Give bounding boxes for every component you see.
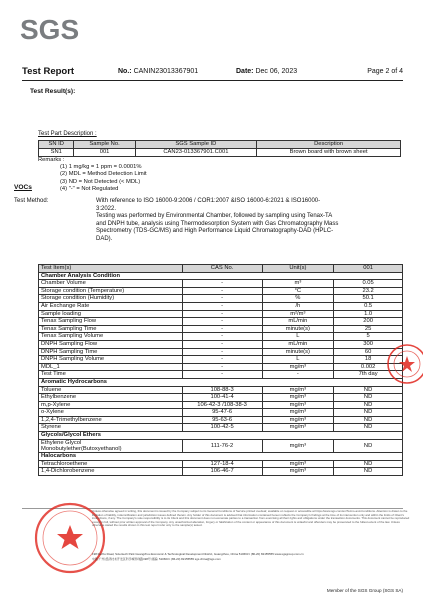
- item-name-cell: Storage condition (Humidity): [39, 295, 183, 303]
- unit-cell: mg/m³: [262, 439, 334, 452]
- item-name-cell: Chamber Volume: [39, 280, 183, 288]
- table-row: [39, 149, 401, 157]
- report-number: No.: CANIN23013367901: [118, 68, 199, 75]
- table-row: [39, 348, 403, 356]
- header-divider: [22, 80, 403, 81]
- group-label: Chamber Analysis Condition: [39, 272, 403, 280]
- result-cell: 5: [334, 333, 403, 341]
- sample-cell: 001: [74, 149, 135, 157]
- result-cell: 18: [334, 356, 403, 364]
- unit-cell: mg/m³: [262, 409, 334, 417]
- item-name-cell: Test Time: [39, 371, 183, 379]
- result-cell: ND: [334, 386, 403, 394]
- result-cell: 60: [334, 348, 403, 356]
- result-cell: 0.002: [334, 363, 403, 371]
- cas-cell: -: [182, 325, 262, 333]
- cas-cell: -: [182, 356, 262, 364]
- unit-cell: minute(s): [262, 325, 334, 333]
- results-table-header: [39, 265, 403, 273]
- group-label: Aromatic Hydrocarbons: [39, 378, 403, 386]
- table-row: [39, 439, 403, 452]
- item-name-cell: MDL_1: [39, 363, 183, 371]
- sample-header-cell: Description: [257, 141, 401, 149]
- results-header-cell: CAS No.: [182, 265, 262, 273]
- unit-cell: -: [262, 371, 334, 379]
- cas-cell: 111-76-2: [182, 439, 262, 452]
- unit-cell: mg/m³: [262, 386, 334, 394]
- unit-cell: mg/m³: [262, 401, 334, 409]
- cas-cell: -: [182, 318, 262, 326]
- report-date: Date: Dec 06, 2023: [236, 68, 298, 75]
- unit-cell: minute(s): [262, 348, 334, 356]
- result-cell: 0.5: [334, 302, 403, 310]
- test-method-text: With reference to ISO 16000-9:2006 / COR1:2007 &ISO 16000-6:2021 & ISO16000- 3:2022. Testing was performed by Environmental Chamber, followed by sampling using Tenax-TA and DNPH tube, analysis using Thermodesorption System with Gas Chromatography Mass Spectrometry (TDS-GC/MS) and High Performance Liquid Chromatography-DAD (HPLC- DAD).: [96, 198, 339, 242]
- item-name-cell: o-Xylene: [39, 409, 183, 417]
- table-row: [39, 333, 403, 341]
- table-row: [39, 386, 403, 394]
- cas-cell: -: [182, 295, 262, 303]
- unit-cell: mg/m³: [262, 460, 334, 468]
- table-row: [39, 287, 403, 295]
- result-cell: ND: [334, 439, 403, 452]
- unit-cell: mg/m³: [262, 416, 334, 424]
- unit-cell: m²/m³: [262, 310, 334, 318]
- group-row: [39, 272, 403, 280]
- disclaimer-text: Unless otherwise agreed in writing, this document is issued by the Company subject to its General Conditions of Service printed overleaf, available on request or accessible at https://www.sgs.com/en/Terms-and-Conditions. Attention is drawn to the limitation of liability, indemnification and jurisdiction issues defined therein. Any holder of this document is advised that information contained hereon reflects the Company's findings at the time of its intervention only and within the limits of Client's instructions, if any. The Company's sole responsibility is to its Client and this document does not exonerate parties to a transaction from exercising all their rights and obligations under the transaction documents. This document cannot be reproduced except in full, without prior written approval of the Company. Any unauthorized alteration, forgery or falsification of the content or appearance of this document is unlawful and offenders may be prosecuted to the fullest extent of the law. Unless otherwise stated the results shown in this test report refer only to the sample(s) tested.: [92, 509, 410, 528]
- item-name-cell: DNPH Sampling Flow: [39, 340, 183, 348]
- results-header-cell: Unit(s): [262, 265, 334, 273]
- result-cell: ND: [334, 409, 403, 417]
- cas-cell: -: [182, 363, 262, 371]
- item-name-cell: m,p-Xylene: [39, 401, 183, 409]
- cas-cell: -: [182, 371, 262, 379]
- table-row: [39, 401, 403, 409]
- table-row: [39, 318, 403, 326]
- cas-cell: 127-18-4: [182, 460, 262, 468]
- item-name-cell: 1,4-Dichlorobenzene: [39, 468, 183, 476]
- results-heading: Test Result(s):: [30, 88, 76, 95]
- testing-stamp-icon: [379, 336, 423, 394]
- group-label: Halocarbons: [39, 453, 403, 461]
- sample-table: [38, 140, 401, 157]
- cas-cell: 106-42-3 /108-38-3: [182, 401, 262, 409]
- item-name-cell: DNPH Sampling Volume: [39, 356, 183, 364]
- unit-cell: mg/m³: [262, 468, 334, 476]
- table-row: [39, 409, 403, 417]
- item-name-cell: Ethylbenzene: [39, 394, 183, 402]
- item-name-cell: Storage condition (Temperature): [39, 287, 183, 295]
- sample-header-cell: SGS Sample ID: [135, 141, 257, 149]
- report-title: Test Report: [22, 66, 75, 77]
- result-cell: ND: [334, 401, 403, 409]
- item-name-cell: Toluene: [39, 386, 183, 394]
- result-cell: ND: [334, 468, 403, 476]
- table-row: [39, 356, 403, 364]
- item-name-cell: Tenax Sampling Time: [39, 325, 183, 333]
- item-name-cell: Sample loading: [39, 310, 183, 318]
- result-cell: 25: [334, 325, 403, 333]
- item-name-line: Monobutylether(Butoxyethanol): [41, 445, 122, 452]
- item-name-cell: Styrene: [39, 424, 183, 432]
- cas-cell: -: [182, 287, 262, 295]
- table-row: [39, 394, 403, 402]
- results-table: [38, 264, 403, 476]
- cas-cell: 95-47-6: [182, 409, 262, 417]
- group-row: [39, 378, 403, 386]
- item-name-cell: Tenax Sampling Flow: [39, 318, 183, 326]
- vocs-heading: VOCs: [14, 184, 32, 191]
- group-row: [39, 453, 403, 461]
- result-cell: 23.2: [334, 287, 403, 295]
- part-heading: Test Part Description :: [38, 131, 97, 137]
- result-cell: ND: [334, 394, 403, 402]
- item-name-cell: [39, 439, 183, 452]
- item-name-cell: Tenax Sampling Volume: [39, 333, 183, 341]
- group-row: [39, 432, 403, 440]
- result-cell: ND: [334, 460, 403, 468]
- result-cell: 0.05: [334, 280, 403, 288]
- sample-header-cell: SN ID: [39, 141, 74, 149]
- item-name-cell: Air Exchange Rate: [39, 302, 183, 310]
- result-cell: 200: [334, 318, 403, 326]
- table-row: [39, 340, 403, 348]
- unit-cell: m³: [262, 280, 334, 288]
- group-label: Glycols/Glycol Ethers: [39, 432, 403, 440]
- cas-cell: 95-63-6: [182, 416, 262, 424]
- result-cell: 7th day: [334, 371, 403, 379]
- sample-cell: Brown board with brown sheet: [257, 149, 401, 157]
- table-row: [39, 302, 403, 310]
- item-name-cell: 1,2,4-Trimethylbenzene: [39, 416, 183, 424]
- unit-cell: /h: [262, 302, 334, 310]
- unit-cell: L: [262, 333, 334, 341]
- remark-item: (1) 1 mg/kg = 1 ppm = 0.0001%: [60, 164, 142, 171]
- unit-cell: %: [262, 295, 334, 303]
- table-row: [39, 295, 403, 303]
- unit-cell: mL/min: [262, 318, 334, 326]
- unit-cell: mg/m³: [262, 424, 334, 432]
- sgs-logo: [18, 12, 80, 46]
- table-row: [39, 363, 403, 371]
- unit-cell: mL/min: [262, 340, 334, 348]
- cas-cell: -: [182, 333, 262, 341]
- remark-item: (4) "-" = Not Regulated: [60, 185, 119, 192]
- test-method-label: Test Method:: [14, 198, 49, 204]
- sample-cell: SN1: [39, 149, 74, 157]
- table-row: [39, 416, 403, 424]
- table-row: [39, 280, 403, 288]
- results-header-cell: Test Item(s): [39, 265, 183, 273]
- sample-table-header: [39, 141, 401, 149]
- cas-cell: -: [182, 280, 262, 288]
- remark-item: (2) MDL = Method Detection Limit: [60, 171, 147, 178]
- unit-cell: mg/m³: [262, 363, 334, 371]
- remarks-label: Remarks :: [38, 157, 65, 163]
- sample-cell: CAN23-013367901.C001: [135, 149, 257, 157]
- results-header-cell: 001: [334, 265, 403, 273]
- item-name-cell: Tetrachloroethene: [39, 460, 183, 468]
- unit-cell: °C: [262, 287, 334, 295]
- member-text: Member of the SGS Group (SGS SA): [326, 588, 403, 593]
- report-header: [22, 68, 403, 80]
- cas-cell: -: [182, 340, 262, 348]
- cas-cell: -: [182, 302, 262, 310]
- result-cell: ND: [334, 416, 403, 424]
- table-row: [39, 325, 403, 333]
- cas-cell: 108-88-3: [182, 386, 262, 394]
- cas-cell: -: [182, 310, 262, 318]
- item-name-cell: DNPH Sampling Time: [39, 348, 183, 356]
- remark-item: (3) ND = Not Detected (< MDL): [60, 178, 141, 185]
- result-cell: 1.0: [334, 310, 403, 318]
- result-cell: ND: [334, 424, 403, 432]
- cas-cell: -: [182, 348, 262, 356]
- unit-cell: L: [262, 356, 334, 364]
- page-indicator: Page 2 of 4: [367, 68, 403, 75]
- item-name-line: Ethylene Glycol: [41, 439, 82, 446]
- sample-header-cell: Sample No.: [74, 141, 135, 149]
- table-row: [39, 310, 403, 318]
- cas-cell: 106-46-7: [182, 468, 262, 476]
- sgs-logo-text: SGS: [20, 14, 80, 45]
- result-cell: 300: [334, 340, 403, 348]
- table-row: [39, 468, 403, 476]
- unit-cell: mg/m³: [262, 394, 334, 402]
- table-row: [39, 371, 403, 379]
- result-cell: 50.1: [334, 295, 403, 303]
- address-block: 198 Kezhu Road, Scientech Park Guangzhou Economic & Technological Development District, Guangzhou, China 510663 t (86-20) 82155555 www.sgsgroup.com.cn 中国·广州·经济技术开发区科学城科珠路198号 邮编: 510663 t (86-20) 82155555 sgs.china@sgs.com: [92, 552, 304, 561]
- cas-cell: 100-41-4: [182, 394, 262, 402]
- table-row: [39, 460, 403, 468]
- table-row: [39, 424, 403, 432]
- remarks: [38, 157, 147, 193]
- cas-cell: 100-42-5: [182, 424, 262, 432]
